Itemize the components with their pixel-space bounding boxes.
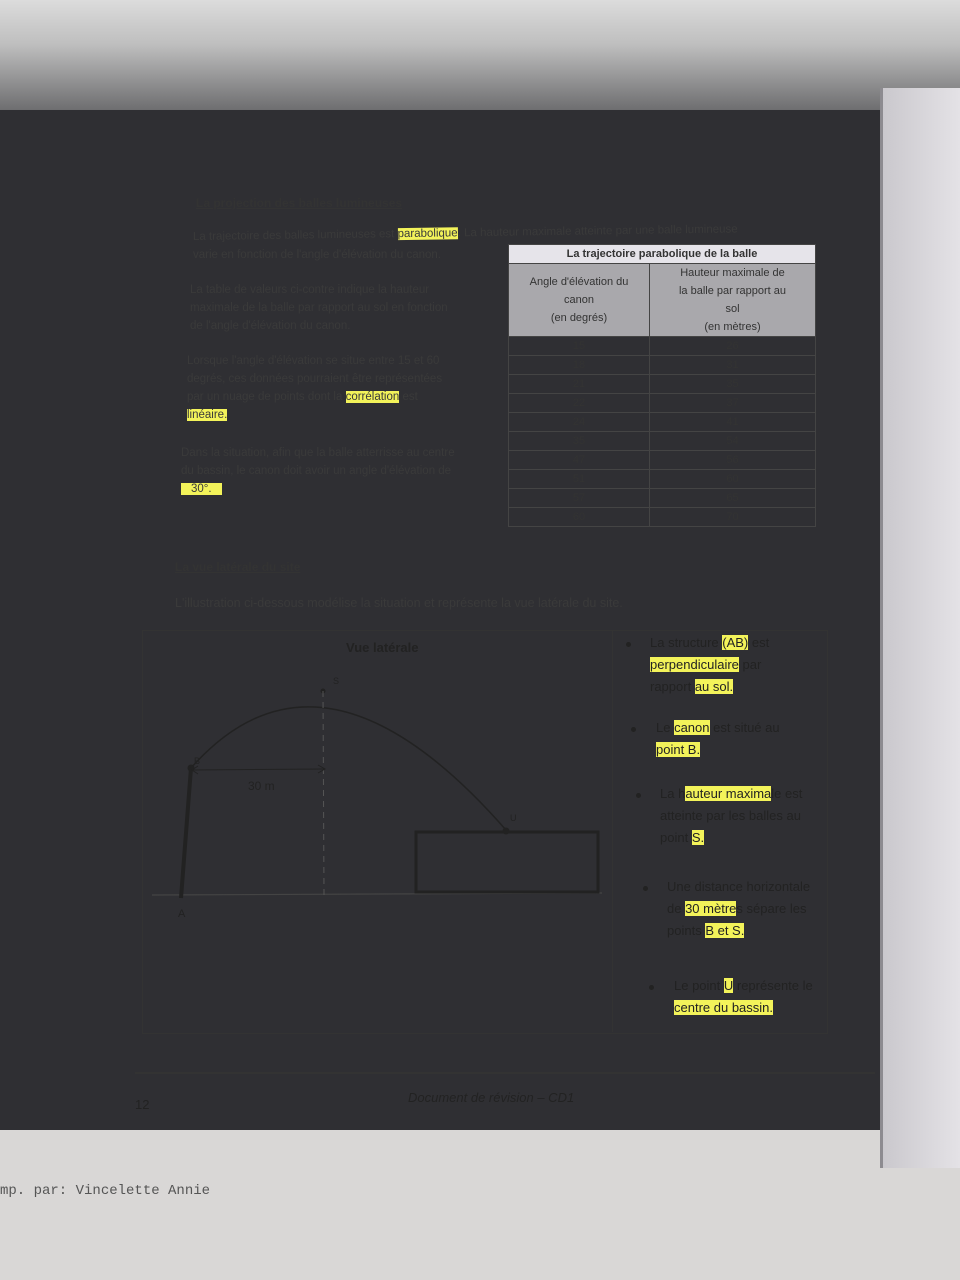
table-row [509, 432, 816, 451]
cell-angle: 21 [509, 375, 650, 394]
label-s: S [333, 676, 340, 686]
cell-angle: 60 [509, 508, 650, 527]
bullet-text: représente le [733, 978, 813, 993]
intro-text-b: . La hauteur maximale atteinte par une balle lumineuse [457, 223, 738, 240]
basin-rectangle [416, 832, 598, 892]
cell-angle: 18 [509, 356, 650, 375]
trajectory-curve [191, 707, 506, 830]
bullet-text: atteinte par les balles au [660, 808, 801, 823]
table-row [509, 337, 816, 356]
bullet-highlight: 30 mètre [685, 901, 737, 916]
bullet-text: Une distance horizontale [667, 879, 811, 894]
para1-line: La table de valeurs ci-contre indique la hauteur [190, 284, 430, 296]
bullet-text: est situé au [709, 720, 780, 735]
vertical-dashed-line [323, 691, 324, 895]
cell-angle: 35 [509, 432, 650, 451]
cell-height: 26 [650, 337, 816, 356]
header-line: la balle par rapport au [678, 285, 786, 297]
bullet-text: rapport [650, 679, 695, 694]
table-header-angle [509, 264, 650, 337]
table-row [509, 489, 816, 508]
bullet-text: est [748, 635, 770, 650]
bullet-dot [631, 727, 636, 732]
header-line: sol [725, 303, 740, 315]
bullet-canon [656, 717, 780, 761]
header-line: (en degrés) [550, 312, 608, 324]
table-title: La trajectoire parabolique de la balle [509, 245, 816, 264]
footer-rule [135, 1072, 875, 1074]
cell-height: 56 [650, 451, 816, 470]
bullet-highlight: canon [674, 720, 710, 735]
cell-angle: 57 [509, 489, 650, 508]
header-line: canon [564, 294, 594, 306]
table-row [509, 470, 816, 489]
bullet-text: le est [771, 786, 803, 801]
bullet-highlight: perpendiculaire [650, 657, 739, 672]
bullet-text: de [667, 901, 686, 916]
table-row [509, 394, 816, 413]
label-u: U [510, 813, 517, 823]
distance-arrow [192, 769, 325, 770]
bullet-text: La h [660, 786, 686, 801]
header-line: Hauteur maximale de [680, 267, 785, 279]
side-view-diagram [142, 630, 612, 1032]
point-u-dot [503, 828, 510, 835]
table-header-height [650, 264, 816, 337]
bullet-highlight: U [723, 978, 734, 993]
cell-height: 54 [650, 432, 816, 451]
para2-line: Lorsque l'angle d'élévation se situe entre 15 et 60 [187, 355, 440, 367]
intro-line-1 [193, 219, 813, 246]
highlight-correlation: corrélation [345, 391, 400, 403]
section-heading-vue: La vue latérale du site [175, 560, 301, 574]
cell-angle: 51 [509, 470, 650, 489]
cell-height: 70 [650, 508, 816, 527]
bullet-highlight: au sol. [694, 679, 734, 694]
table-body [509, 337, 816, 527]
para2-line [187, 388, 495, 406]
cell-height: 35 [650, 375, 816, 394]
bullet-dot [626, 642, 631, 647]
para3-line: du bassin, le canon doit avoir un angle d'élévation de [181, 465, 452, 477]
bullet-text: point [660, 830, 692, 845]
para2-line: degrés, ces données pourraient être représentées [187, 373, 443, 385]
bullet-point-u [674, 975, 813, 1019]
label-a: A [178, 908, 186, 920]
table-row [509, 413, 816, 432]
label-b: B [194, 756, 201, 766]
table-row [509, 451, 816, 470]
intro-highlight: parabolique [397, 227, 458, 241]
bullet-text: s sépare les [736, 901, 807, 916]
bullet-highlight: (AB) [722, 635, 749, 650]
paragraph-angle [181, 444, 497, 498]
paragraph-table-description [190, 281, 495, 335]
bullet-text: par [738, 657, 762, 672]
para2-text: est [399, 391, 418, 403]
table-row [509, 375, 816, 394]
cell-height: 60 [650, 470, 816, 489]
cell-angle: 47 [509, 451, 650, 470]
header-line: (en mètres) [704, 321, 761, 333]
cell-height: 65 [650, 489, 816, 508]
paragraph-correlation [187, 352, 495, 424]
bullet-dot [636, 793, 641, 798]
para3-line: Dans la situation, afin que la balle atterrisse au centre [181, 447, 455, 459]
para2-text: par un nuage de points dont la [187, 391, 346, 403]
bullet-dot [643, 886, 648, 891]
bullet-highlight: centre du bassin. [674, 1000, 774, 1015]
values-table [508, 244, 816, 527]
cell-height: 37 [650, 394, 816, 413]
bullet-highlight: auteur maxima [685, 786, 772, 801]
section-heading-projection: La projection des balles lumineuses [196, 196, 403, 210]
bullet-text: points [667, 923, 706, 938]
bullet-text: Le point [674, 978, 724, 993]
intro-line-2: varie en fonction de l'angle d'élévation du canon. [193, 249, 441, 261]
bullet-hauteur [660, 783, 802, 849]
para1-line: maximale de la balle par rapport au sol en fonction [190, 302, 448, 314]
footer-title: Document de révision – CD1 [408, 1090, 575, 1105]
highlight-lineaire: linéaire. [187, 409, 228, 421]
cell-angle: 15 [509, 337, 650, 356]
table-row [509, 356, 816, 375]
cell-angle: 24 [509, 413, 650, 432]
bullet-highlight: point B. [656, 742, 701, 757]
structure-ab [181, 768, 191, 898]
distance-label: 30 m [248, 779, 275, 793]
bullet-text: Le [656, 720, 675, 735]
bullet-distance [667, 876, 810, 942]
cell-height: 31 [650, 356, 816, 375]
bullet-text: La structure [650, 635, 723, 650]
cell-height: 41 [650, 413, 816, 432]
table-row [509, 508, 816, 527]
section2-intro: L'illustration ci-dessous modélise la situation et représente la vue latérale du site. [175, 596, 623, 610]
page-number: 12 [135, 1097, 150, 1112]
intro-text-a: La trajectoire des balles lumineuses est [192, 228, 398, 243]
diagram-title: Vue latérale [346, 640, 419, 655]
bullet-structure [650, 632, 769, 698]
bullet-dot [649, 985, 654, 990]
bullet-highlight: B et S. [705, 923, 745, 938]
header-line: Angle d'élévation du [529, 276, 629, 288]
bullet-highlight: S. [691, 830, 705, 845]
para1-line: de l'angle d'élévation du canon. [190, 320, 351, 332]
cell-angle: 22 [509, 394, 650, 413]
highlight-angle: 30°. [181, 483, 222, 495]
print-stamp: mp. par: Vincelette Annie [0, 1183, 211, 1199]
